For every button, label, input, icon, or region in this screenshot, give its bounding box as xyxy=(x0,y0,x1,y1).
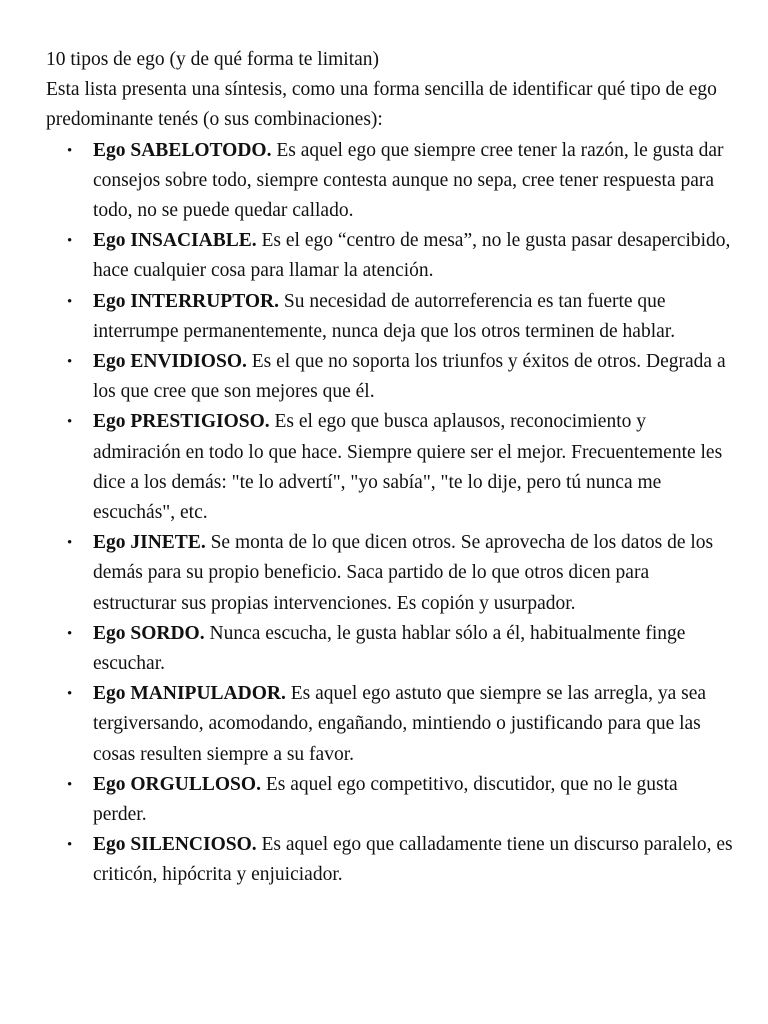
list-item xyxy=(46,226,736,286)
ego-name: Ego PRESTIGIOSO. xyxy=(93,411,270,433)
bullet-icon: • xyxy=(67,293,73,310)
ego-name: Ego SABELOTODO. xyxy=(93,139,272,161)
ego-description: Es el ego que busca aplausos, reconocimiento y admiración en todo lo que hace. Siempre quiere ser el mejor. Frecuentemente les dice a los demás: "te lo advertí", "yo sabía", "te lo dije, pero tú nunca me escuchás", etc. xyxy=(93,411,723,524)
document-intro: Esta lista presenta una síntesis, como una forma sencilla de identificar qué tipo de ego predominante tenés (o sus combinaciones): xyxy=(46,79,717,131)
ego-description: Es aquel ego que calladamente tiene un discurso paralelo, es criticón, hipócrita y enjuiciador. xyxy=(93,834,733,886)
document-page xyxy=(46,45,736,891)
ego-name: Ego ENVIDIOSO. xyxy=(93,351,247,373)
bullet-icon: • xyxy=(67,776,73,793)
ego-name: Ego SORDO. xyxy=(93,622,205,644)
bullet-icon: • xyxy=(67,142,73,159)
ego-description: Es aquel ego que siempre cree tener la razón, le gusta dar consejos sobre todo, siempre contesta aunque no sepa, cree tener respuesta para todo, no se puede quedar callado. xyxy=(93,139,724,222)
bullet-icon: • xyxy=(67,233,73,250)
ego-description: Su necesidad de autorreferencia es tan fuerte que interrumpe permanentemente, nunca deja que los otros terminen de hablar. xyxy=(93,290,676,342)
ego-description: Se monta de lo que dicen otros. Se aprovecha de los datos de los demás para su propio beneficio. Saca partido de lo que otros dicen para estructurar sus propias intervenciones. Es copión y usurpador. xyxy=(93,532,714,614)
list-item xyxy=(46,287,736,347)
ego-description: Nunca escucha, le gusta hablar sólo a él, habitualmente finge escuchar. xyxy=(93,622,686,675)
bullet-icon: • xyxy=(67,414,73,431)
ego-list xyxy=(46,136,736,891)
list-item xyxy=(46,830,736,890)
ego-name: Ego INSACIABLE. xyxy=(93,230,257,252)
ego-description: Es aquel ego astuto que siempre se las arregla, ya sea tergiversando, acomodando, engañando, mintiendo o justificando para que las cosas resulten siempre a su favor. xyxy=(93,683,707,765)
list-item xyxy=(46,619,736,679)
document-title: 10 tipos de ego (y de qué forma te limitan) xyxy=(46,49,380,70)
list-item xyxy=(46,136,736,227)
list-item xyxy=(46,347,736,407)
list-item xyxy=(46,407,736,528)
bullet-icon: • xyxy=(67,625,73,642)
bullet-icon: • xyxy=(67,837,73,854)
ego-name: Ego MANIPULADOR. xyxy=(93,683,286,705)
ego-description: Es aquel ego competitivo, discutidor, que no le gusta perder. xyxy=(93,773,678,826)
ego-description: Es el que no soporta los triunfos y éxitos de otros. Degrada a los que cree que son mejores que él. xyxy=(93,351,726,403)
ego-name: Ego ORGULLOSO. xyxy=(93,773,261,795)
list-item xyxy=(46,528,736,619)
ego-name: Ego JINETE. xyxy=(93,532,206,554)
ego-name: Ego INTERRUPTOR. xyxy=(93,290,280,312)
bullet-icon: • xyxy=(67,686,73,703)
ego-name: Ego SILENCIOSO. xyxy=(93,834,257,856)
list-item xyxy=(46,679,736,770)
list-item xyxy=(46,770,736,830)
bullet-icon: • xyxy=(67,535,73,552)
ego-description: Es el ego “centro de mesa”, no le gusta pasar desapercibido, hace cualquier cosa para llamar la atención. xyxy=(93,230,731,282)
bullet-icon: • xyxy=(67,354,73,371)
